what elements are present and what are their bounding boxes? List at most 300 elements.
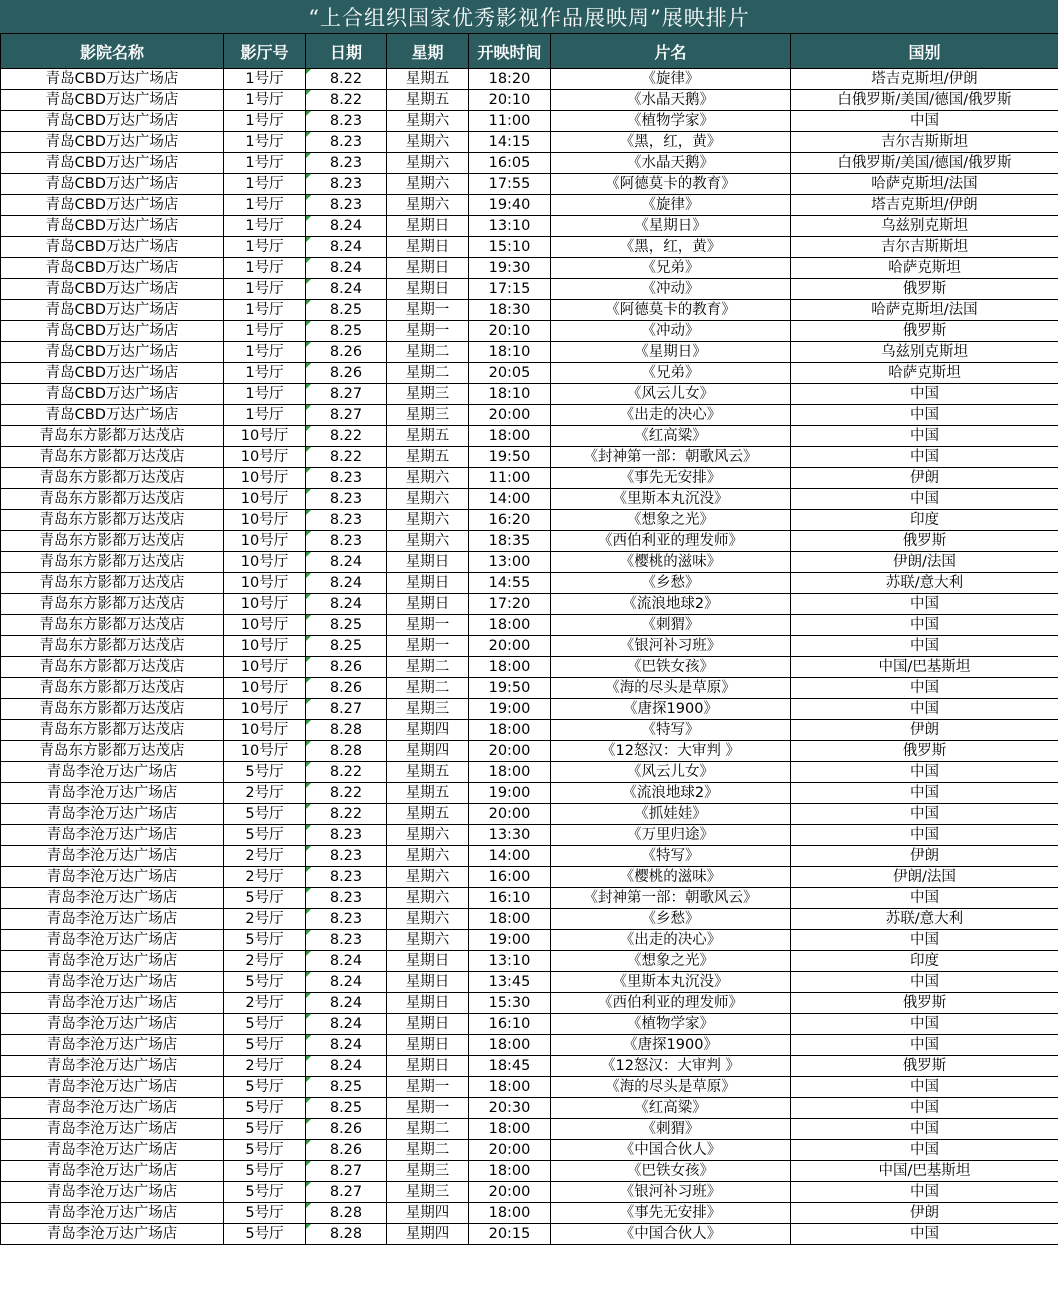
cell-film[interactable]: 《水晶天鹅》 <box>551 153 791 174</box>
cell-film[interactable]: 《特写》 <box>551 846 791 867</box>
cell-weekday[interactable]: 星期一 <box>387 1098 469 1119</box>
cell-time[interactable]: 19:40 <box>469 195 551 216</box>
cell-cinema[interactable]: 青岛CBD万达广场店 <box>1 174 224 195</box>
cell-country[interactable]: 塔吉克斯坦/伊朗 <box>791 195 1058 216</box>
table-row[interactable] <box>1 867 1058 888</box>
cell-cinema[interactable]: 青岛李沧万达广场店 <box>1 1014 224 1035</box>
cell-hall[interactable]: 1号厅 <box>224 237 306 258</box>
cell-film[interactable]: 《封神第一部：朝歌风云》 <box>551 888 791 909</box>
cell-country[interactable]: 中国 <box>791 636 1058 657</box>
cell-hall[interactable]: 5号厅 <box>224 1224 306 1245</box>
cell-weekday[interactable]: 星期五 <box>387 804 469 825</box>
cell-weekday[interactable]: 星期日 <box>387 237 469 258</box>
cell-time[interactable]: 20:00 <box>469 804 551 825</box>
cell-date[interactable]: 8.26 <box>306 657 387 678</box>
cell-country[interactable]: 中国 <box>791 1182 1058 1203</box>
cell-weekday[interactable]: 星期四 <box>387 1203 469 1224</box>
cell-film[interactable]: 《中国合伙人》 <box>551 1140 791 1161</box>
cell-cinema[interactable]: 青岛李沧万达广场店 <box>1 1056 224 1077</box>
cell-weekday[interactable]: 星期五 <box>387 426 469 447</box>
cell-country[interactable]: 中国 <box>791 447 1058 468</box>
cell-cinema[interactable]: 青岛CBD万达广场店 <box>1 132 224 153</box>
cell-weekday[interactable]: 星期一 <box>387 1077 469 1098</box>
table-row[interactable] <box>1 888 1058 909</box>
cell-hall[interactable]: 1号厅 <box>224 69 306 90</box>
cell-cinema[interactable]: 青岛CBD万达广场店 <box>1 237 224 258</box>
cell-cinema[interactable]: 青岛东方影都万达茂店 <box>1 426 224 447</box>
cell-weekday[interactable]: 星期日 <box>387 1014 469 1035</box>
cell-date[interactable]: 8.28 <box>306 1224 387 1245</box>
cell-film[interactable]: 《冲动》 <box>551 321 791 342</box>
cell-weekday[interactable]: 星期二 <box>387 1119 469 1140</box>
cell-film[interactable]: 《樱桃的滋味》 <box>551 867 791 888</box>
cell-date[interactable]: 8.26 <box>306 342 387 363</box>
cell-cinema[interactable]: 青岛李沧万达广场店 <box>1 972 224 993</box>
cell-cinema[interactable]: 青岛东方影都万达茂店 <box>1 678 224 699</box>
cell-country[interactable]: 哈萨克斯坦 <box>791 258 1058 279</box>
cell-hall[interactable]: 1号厅 <box>224 153 306 174</box>
cell-time[interactable]: 14:15 <box>469 132 551 153</box>
cell-hall[interactable]: 10号厅 <box>224 489 306 510</box>
cell-weekday[interactable]: 星期三 <box>387 384 469 405</box>
table-row[interactable] <box>1 1203 1058 1224</box>
cell-weekday[interactable]: 星期日 <box>387 951 469 972</box>
cell-country[interactable]: 吉尔吉斯斯坦 <box>791 237 1058 258</box>
cell-date[interactable]: 8.25 <box>306 1098 387 1119</box>
cell-weekday[interactable]: 星期四 <box>387 1224 469 1245</box>
table-row[interactable] <box>1 741 1058 762</box>
cell-film[interactable]: 《事先无安排》 <box>551 468 791 489</box>
cell-time[interactable]: 18:35 <box>469 531 551 552</box>
cell-film[interactable]: 《星期日》 <box>551 342 791 363</box>
table-row[interactable] <box>1 69 1058 90</box>
cell-country[interactable]: 俄罗斯 <box>791 279 1058 300</box>
cell-date[interactable]: 8.22 <box>306 762 387 783</box>
cell-film[interactable]: 《刺猬》 <box>551 615 791 636</box>
table-row[interactable] <box>1 531 1058 552</box>
cell-cinema[interactable]: 青岛东方影都万达茂店 <box>1 468 224 489</box>
cell-film[interactable]: 《12怒汉：大审判 》 <box>551 741 791 762</box>
cell-cinema[interactable]: 青岛东方影都万达茂店 <box>1 594 224 615</box>
table-row[interactable] <box>1 615 1058 636</box>
cell-hall[interactable]: 5号厅 <box>224 825 306 846</box>
cell-hall[interactable]: 10号厅 <box>224 426 306 447</box>
cell-hall[interactable]: 2号厅 <box>224 846 306 867</box>
cell-hall[interactable]: 1号厅 <box>224 132 306 153</box>
cell-film[interactable]: 《兄弟》 <box>551 258 791 279</box>
cell-date[interactable]: 8.25 <box>306 1077 387 1098</box>
cell-country[interactable]: 印度 <box>791 951 1058 972</box>
cell-country[interactable]: 乌兹别克斯坦 <box>791 216 1058 237</box>
table-row[interactable] <box>1 699 1058 720</box>
cell-country[interactable]: 哈萨克斯坦 <box>791 363 1058 384</box>
table-row[interactable] <box>1 426 1058 447</box>
cell-cinema[interactable]: 青岛李沧万达广场店 <box>1 1119 224 1140</box>
cell-date[interactable]: 8.25 <box>306 615 387 636</box>
cell-country[interactable]: 中国/巴基斯坦 <box>791 657 1058 678</box>
cell-time[interactable]: 18:10 <box>469 342 551 363</box>
cell-film[interactable]: 《冲动》 <box>551 279 791 300</box>
cell-country[interactable]: 中国 <box>791 1140 1058 1161</box>
table-row[interactable] <box>1 510 1058 531</box>
cell-country[interactable]: 中国 <box>791 615 1058 636</box>
cell-film[interactable]: 《巴铁女孩》 <box>551 1161 791 1182</box>
cell-time[interactable]: 20:10 <box>469 321 551 342</box>
cell-country[interactable]: 俄罗斯 <box>791 1056 1058 1077</box>
cell-weekday[interactable]: 星期六 <box>387 867 469 888</box>
cell-time[interactable]: 18:00 <box>469 657 551 678</box>
cell-time[interactable]: 20:15 <box>469 1224 551 1245</box>
cell-weekday[interactable]: 星期六 <box>387 930 469 951</box>
cell-date[interactable]: 8.28 <box>306 720 387 741</box>
cell-film[interactable]: 《海的尽头是草原》 <box>551 678 791 699</box>
cell-date[interactable]: 8.23 <box>306 132 387 153</box>
cell-time[interactable]: 20:00 <box>469 741 551 762</box>
cell-weekday[interactable]: 星期二 <box>387 678 469 699</box>
table-row[interactable] <box>1 468 1058 489</box>
cell-date[interactable]: 8.24 <box>306 279 387 300</box>
cell-country[interactable]: 中国 <box>791 489 1058 510</box>
cell-film[interactable]: 《乡愁》 <box>551 909 791 930</box>
table-row[interactable] <box>1 678 1058 699</box>
cell-film[interactable]: 《万里归途》 <box>551 825 791 846</box>
cell-time[interactable]: 18:00 <box>469 720 551 741</box>
cell-time[interactable]: 20:00 <box>469 636 551 657</box>
table-row[interactable] <box>1 363 1058 384</box>
cell-weekday[interactable]: 星期六 <box>387 468 469 489</box>
cell-cinema[interactable]: 青岛CBD万达广场店 <box>1 258 224 279</box>
cell-film[interactable]: 《兄弟》 <box>551 363 791 384</box>
cell-cinema[interactable]: 青岛CBD万达广场店 <box>1 111 224 132</box>
cell-time[interactable]: 18:00 <box>469 1161 551 1182</box>
cell-hall[interactable]: 5号厅 <box>224 888 306 909</box>
cell-time[interactable]: 18:20 <box>469 69 551 90</box>
cell-time[interactable]: 20:00 <box>469 1182 551 1203</box>
cell-date[interactable]: 8.24 <box>306 972 387 993</box>
cell-weekday[interactable]: 星期三 <box>387 699 469 720</box>
cell-weekday[interactable]: 星期六 <box>387 153 469 174</box>
cell-date[interactable]: 8.24 <box>306 552 387 573</box>
cell-film[interactable]: 《旋律》 <box>551 195 791 216</box>
table-row[interactable] <box>1 489 1058 510</box>
cell-country[interactable]: 中国 <box>791 1035 1058 1056</box>
table-row[interactable] <box>1 258 1058 279</box>
cell-hall[interactable]: 1号厅 <box>224 90 306 111</box>
cell-country[interactable]: 中国 <box>791 678 1058 699</box>
cell-film[interactable]: 《抓娃娃》 <box>551 804 791 825</box>
cell-country[interactable]: 中国 <box>791 1119 1058 1140</box>
cell-date[interactable]: 8.22 <box>306 90 387 111</box>
cell-time[interactable]: 18:00 <box>469 1119 551 1140</box>
cell-cinema[interactable]: 青岛李沧万达广场店 <box>1 888 224 909</box>
cell-time[interactable]: 18:45 <box>469 1056 551 1077</box>
cell-hall[interactable]: 10号厅 <box>224 594 306 615</box>
cell-weekday[interactable]: 星期四 <box>387 741 469 762</box>
cell-film[interactable]: 《唐探1900》 <box>551 1035 791 1056</box>
cell-hall[interactable]: 5号厅 <box>224 1203 306 1224</box>
cell-date[interactable]: 8.22 <box>306 783 387 804</box>
cell-time[interactable]: 20:05 <box>469 363 551 384</box>
cell-weekday[interactable]: 星期六 <box>387 132 469 153</box>
cell-hall[interactable]: 5号厅 <box>224 1140 306 1161</box>
table-row[interactable] <box>1 1161 1058 1182</box>
cell-time[interactable]: 15:10 <box>469 237 551 258</box>
cell-film[interactable]: 《里斯本丸沉没》 <box>551 972 791 993</box>
cell-time[interactable]: 19:00 <box>469 783 551 804</box>
cell-country[interactable]: 中国 <box>791 888 1058 909</box>
table-row[interactable] <box>1 594 1058 615</box>
cell-hall[interactable]: 5号厅 <box>224 1035 306 1056</box>
cell-time[interactable]: 16:00 <box>469 867 551 888</box>
table-row[interactable] <box>1 720 1058 741</box>
cell-date[interactable]: 8.24 <box>306 237 387 258</box>
cell-film[interactable]: 《流浪地球2》 <box>551 594 791 615</box>
cell-weekday[interactable]: 星期日 <box>387 1056 469 1077</box>
cell-hall[interactable]: 1号厅 <box>224 405 306 426</box>
table-row[interactable] <box>1 804 1058 825</box>
cell-date[interactable]: 8.23 <box>306 909 387 930</box>
cell-time[interactable]: 18:00 <box>469 762 551 783</box>
table-row[interactable] <box>1 825 1058 846</box>
cell-country[interactable]: 中国 <box>791 405 1058 426</box>
cell-hall[interactable]: 1号厅 <box>224 342 306 363</box>
cell-hall[interactable]: 1号厅 <box>224 300 306 321</box>
cell-weekday[interactable]: 星期六 <box>387 531 469 552</box>
table-row[interactable] <box>1 174 1058 195</box>
cell-cinema[interactable]: 青岛李沧万达广场店 <box>1 1224 224 1245</box>
cell-date[interactable]: 8.26 <box>306 1119 387 1140</box>
cell-date[interactable]: 8.24 <box>306 1056 387 1077</box>
cell-time[interactable]: 16:10 <box>469 888 551 909</box>
cell-country[interactable]: 中国 <box>791 426 1058 447</box>
cell-country[interactable]: 中国/巴基斯坦 <box>791 1161 1058 1182</box>
cell-film[interactable]: 《海的尽头是草原》 <box>551 1077 791 1098</box>
cell-time[interactable]: 14:00 <box>469 846 551 867</box>
cell-time[interactable]: 18:00 <box>469 426 551 447</box>
cell-weekday[interactable]: 星期二 <box>387 363 469 384</box>
cell-cinema[interactable]: 青岛CBD万达广场店 <box>1 69 224 90</box>
cell-date[interactable]: 8.27 <box>306 1161 387 1182</box>
cell-date[interactable]: 8.23 <box>306 867 387 888</box>
table-row[interactable] <box>1 1014 1058 1035</box>
cell-film[interactable]: 《西伯利亚的理发师》 <box>551 531 791 552</box>
cell-date[interactable]: 8.23 <box>306 111 387 132</box>
cell-date[interactable]: 8.23 <box>306 846 387 867</box>
cell-date[interactable]: 8.22 <box>306 804 387 825</box>
cell-cinema[interactable]: 青岛李沧万达广场店 <box>1 1140 224 1161</box>
cell-cinema[interactable]: 青岛李沧万达广场店 <box>1 909 224 930</box>
cell-country[interactable]: 中国 <box>791 1224 1058 1245</box>
cell-weekday[interactable]: 星期日 <box>387 573 469 594</box>
table-row[interactable] <box>1 1182 1058 1203</box>
cell-hall[interactable]: 5号厅 <box>224 1098 306 1119</box>
cell-cinema[interactable]: 青岛李沧万达广场店 <box>1 930 224 951</box>
cell-film[interactable]: 《出走的决心》 <box>551 930 791 951</box>
cell-film[interactable]: 《植物学家》 <box>551 1014 791 1035</box>
cell-film[interactable]: 《想象之光》 <box>551 951 791 972</box>
cell-film[interactable]: 《风云儿女》 <box>551 384 791 405</box>
cell-hall[interactable]: 1号厅 <box>224 384 306 405</box>
cell-hall[interactable]: 10号厅 <box>224 720 306 741</box>
table-row[interactable] <box>1 216 1058 237</box>
cell-time[interactable]: 19:00 <box>469 699 551 720</box>
table-row[interactable] <box>1 951 1058 972</box>
cell-date[interactable]: 8.23 <box>306 510 387 531</box>
table-row[interactable] <box>1 1035 1058 1056</box>
table-row[interactable] <box>1 1077 1058 1098</box>
cell-cinema[interactable]: 青岛CBD万达广场店 <box>1 321 224 342</box>
cell-film[interactable]: 《风云儿女》 <box>551 762 791 783</box>
cell-weekday[interactable]: 星期六 <box>387 846 469 867</box>
cell-weekday[interactable]: 星期日 <box>387 993 469 1014</box>
table-row[interactable] <box>1 573 1058 594</box>
cell-date[interactable]: 8.23 <box>306 888 387 909</box>
cell-time[interactable]: 13:10 <box>469 216 551 237</box>
cell-cinema[interactable]: 青岛李沧万达广场店 <box>1 993 224 1014</box>
cell-country[interactable]: 中国 <box>791 384 1058 405</box>
cell-cinema[interactable]: 青岛东方影都万达茂店 <box>1 741 224 762</box>
table-row[interactable] <box>1 846 1058 867</box>
cell-weekday[interactable]: 星期三 <box>387 1182 469 1203</box>
cell-time[interactable]: 18:00 <box>469 909 551 930</box>
cell-date[interactable]: 8.27 <box>306 405 387 426</box>
table-row[interactable] <box>1 552 1058 573</box>
cell-cinema[interactable]: 青岛李沧万达广场店 <box>1 867 224 888</box>
cell-film[interactable]: 《12怒汉：大审判 》 <box>551 1056 791 1077</box>
cell-date[interactable]: 8.27 <box>306 1182 387 1203</box>
cell-time[interactable]: 18:00 <box>469 1035 551 1056</box>
cell-time[interactable]: 18:00 <box>469 615 551 636</box>
cell-film[interactable]: 《唐探1900》 <box>551 699 791 720</box>
cell-film[interactable]: 《乡愁》 <box>551 573 791 594</box>
cell-hall[interactable]: 10号厅 <box>224 678 306 699</box>
cell-date[interactable]: 8.26 <box>306 363 387 384</box>
cell-country[interactable]: 塔吉克斯坦/伊朗 <box>791 69 1058 90</box>
cell-cinema[interactable]: 青岛CBD万达广场店 <box>1 153 224 174</box>
cell-hall[interactable]: 10号厅 <box>224 468 306 489</box>
table-row[interactable] <box>1 321 1058 342</box>
cell-cinema[interactable]: 青岛李沧万达广场店 <box>1 846 224 867</box>
cell-film[interactable]: 《红高粱》 <box>551 426 791 447</box>
cell-weekday[interactable]: 星期五 <box>387 447 469 468</box>
cell-cinema[interactable]: 青岛李沧万达广场店 <box>1 1077 224 1098</box>
cell-time[interactable]: 11:00 <box>469 468 551 489</box>
cell-hall[interactable]: 1号厅 <box>224 321 306 342</box>
cell-weekday[interactable]: 星期三 <box>387 1161 469 1182</box>
cell-weekday[interactable]: 星期五 <box>387 90 469 111</box>
table-row[interactable] <box>1 972 1058 993</box>
cell-date[interactable]: 8.22 <box>306 69 387 90</box>
cell-cinema[interactable]: 青岛东方影都万达茂店 <box>1 699 224 720</box>
cell-weekday[interactable]: 星期一 <box>387 636 469 657</box>
cell-country[interactable]: 中国 <box>791 762 1058 783</box>
cell-film[interactable]: 《想象之光》 <box>551 510 791 531</box>
cell-cinema[interactable]: 青岛CBD万达广场店 <box>1 342 224 363</box>
cell-hall[interactable]: 10号厅 <box>224 552 306 573</box>
cell-cinema[interactable]: 青岛东方影都万达茂店 <box>1 657 224 678</box>
cell-date[interactable]: 8.25 <box>306 300 387 321</box>
cell-hall[interactable]: 10号厅 <box>224 615 306 636</box>
cell-country[interactable]: 伊朗 <box>791 468 1058 489</box>
cell-hall[interactable]: 10号厅 <box>224 531 306 552</box>
table-row[interactable] <box>1 1224 1058 1245</box>
cell-film[interactable]: 《银河补习班》 <box>551 636 791 657</box>
cell-time[interactable]: 14:00 <box>469 489 551 510</box>
cell-film[interactable]: 《巴铁女孩》 <box>551 657 791 678</box>
cell-film[interactable]: 《特写》 <box>551 720 791 741</box>
cell-country[interactable]: 伊朗 <box>791 1203 1058 1224</box>
cell-hall[interactable]: 5号厅 <box>224 930 306 951</box>
cell-hall[interactable]: 2号厅 <box>224 909 306 930</box>
table-row[interactable] <box>1 405 1058 426</box>
cell-hall[interactable]: 1号厅 <box>224 216 306 237</box>
cell-cinema[interactable]: 青岛李沧万达广场店 <box>1 825 224 846</box>
cell-cinema[interactable]: 青岛CBD万达广场店 <box>1 90 224 111</box>
table-row[interactable] <box>1 195 1058 216</box>
cell-time[interactable]: 19:50 <box>469 678 551 699</box>
cell-hall[interactable]: 2号厅 <box>224 783 306 804</box>
cell-date[interactable]: 8.24 <box>306 573 387 594</box>
cell-hall[interactable]: 10号厅 <box>224 447 306 468</box>
cell-cinema[interactable]: 青岛东方影都万达茂店 <box>1 720 224 741</box>
cell-cinema[interactable]: 青岛CBD万达广场店 <box>1 363 224 384</box>
cell-country[interactable]: 伊朗/法国 <box>791 867 1058 888</box>
cell-time[interactable]: 16:05 <box>469 153 551 174</box>
cell-hall[interactable]: 2号厅 <box>224 993 306 1014</box>
cell-time[interactable]: 13:30 <box>469 825 551 846</box>
cell-hall[interactable]: 1号厅 <box>224 174 306 195</box>
cell-country[interactable]: 中国 <box>791 972 1058 993</box>
cell-date[interactable]: 8.26 <box>306 678 387 699</box>
cell-date[interactable]: 8.22 <box>306 426 387 447</box>
cell-hall[interactable]: 5号厅 <box>224 804 306 825</box>
cell-time[interactable]: 15:30 <box>469 993 551 1014</box>
cell-country[interactable]: 中国 <box>791 783 1058 804</box>
cell-country[interactable]: 白俄罗斯/美国/德国/俄罗斯 <box>791 153 1058 174</box>
cell-cinema[interactable]: 青岛CBD万达广场店 <box>1 195 224 216</box>
cell-date[interactable]: 8.25 <box>306 321 387 342</box>
cell-time[interactable]: 20:10 <box>469 90 551 111</box>
cell-country[interactable]: 中国 <box>791 930 1058 951</box>
cell-film[interactable]: 《事先无安排》 <box>551 1203 791 1224</box>
cell-film[interactable]: 《出走的决心》 <box>551 405 791 426</box>
table-row[interactable] <box>1 1056 1058 1077</box>
cell-country[interactable]: 中国 <box>791 1098 1058 1119</box>
cell-country[interactable]: 中国 <box>791 804 1058 825</box>
cell-weekday[interactable]: 星期日 <box>387 552 469 573</box>
cell-weekday[interactable]: 星期六 <box>387 909 469 930</box>
cell-hall[interactable]: 2号厅 <box>224 1056 306 1077</box>
cell-hall[interactable]: 5号厅 <box>224 1014 306 1035</box>
table-row[interactable] <box>1 1140 1058 1161</box>
cell-country[interactable]: 中国 <box>791 111 1058 132</box>
cell-time[interactable]: 20:00 <box>469 1140 551 1161</box>
cell-film[interactable]: 《刺猬》 <box>551 1119 791 1140</box>
cell-date[interactable]: 8.23 <box>306 195 387 216</box>
table-row[interactable] <box>1 384 1058 405</box>
cell-weekday[interactable]: 星期日 <box>387 258 469 279</box>
table-row[interactable] <box>1 153 1058 174</box>
cell-time[interactable]: 16:20 <box>469 510 551 531</box>
cell-hall[interactable]: 10号厅 <box>224 573 306 594</box>
cell-film[interactable]: 《阿德莫卡的教育》 <box>551 174 791 195</box>
table-row[interactable] <box>1 111 1058 132</box>
cell-country[interactable]: 俄罗斯 <box>791 321 1058 342</box>
table-row[interactable] <box>1 1119 1058 1140</box>
table-row[interactable] <box>1 279 1058 300</box>
cell-film[interactable]: 《银河补习班》 <box>551 1182 791 1203</box>
cell-time[interactable]: 13:10 <box>469 951 551 972</box>
